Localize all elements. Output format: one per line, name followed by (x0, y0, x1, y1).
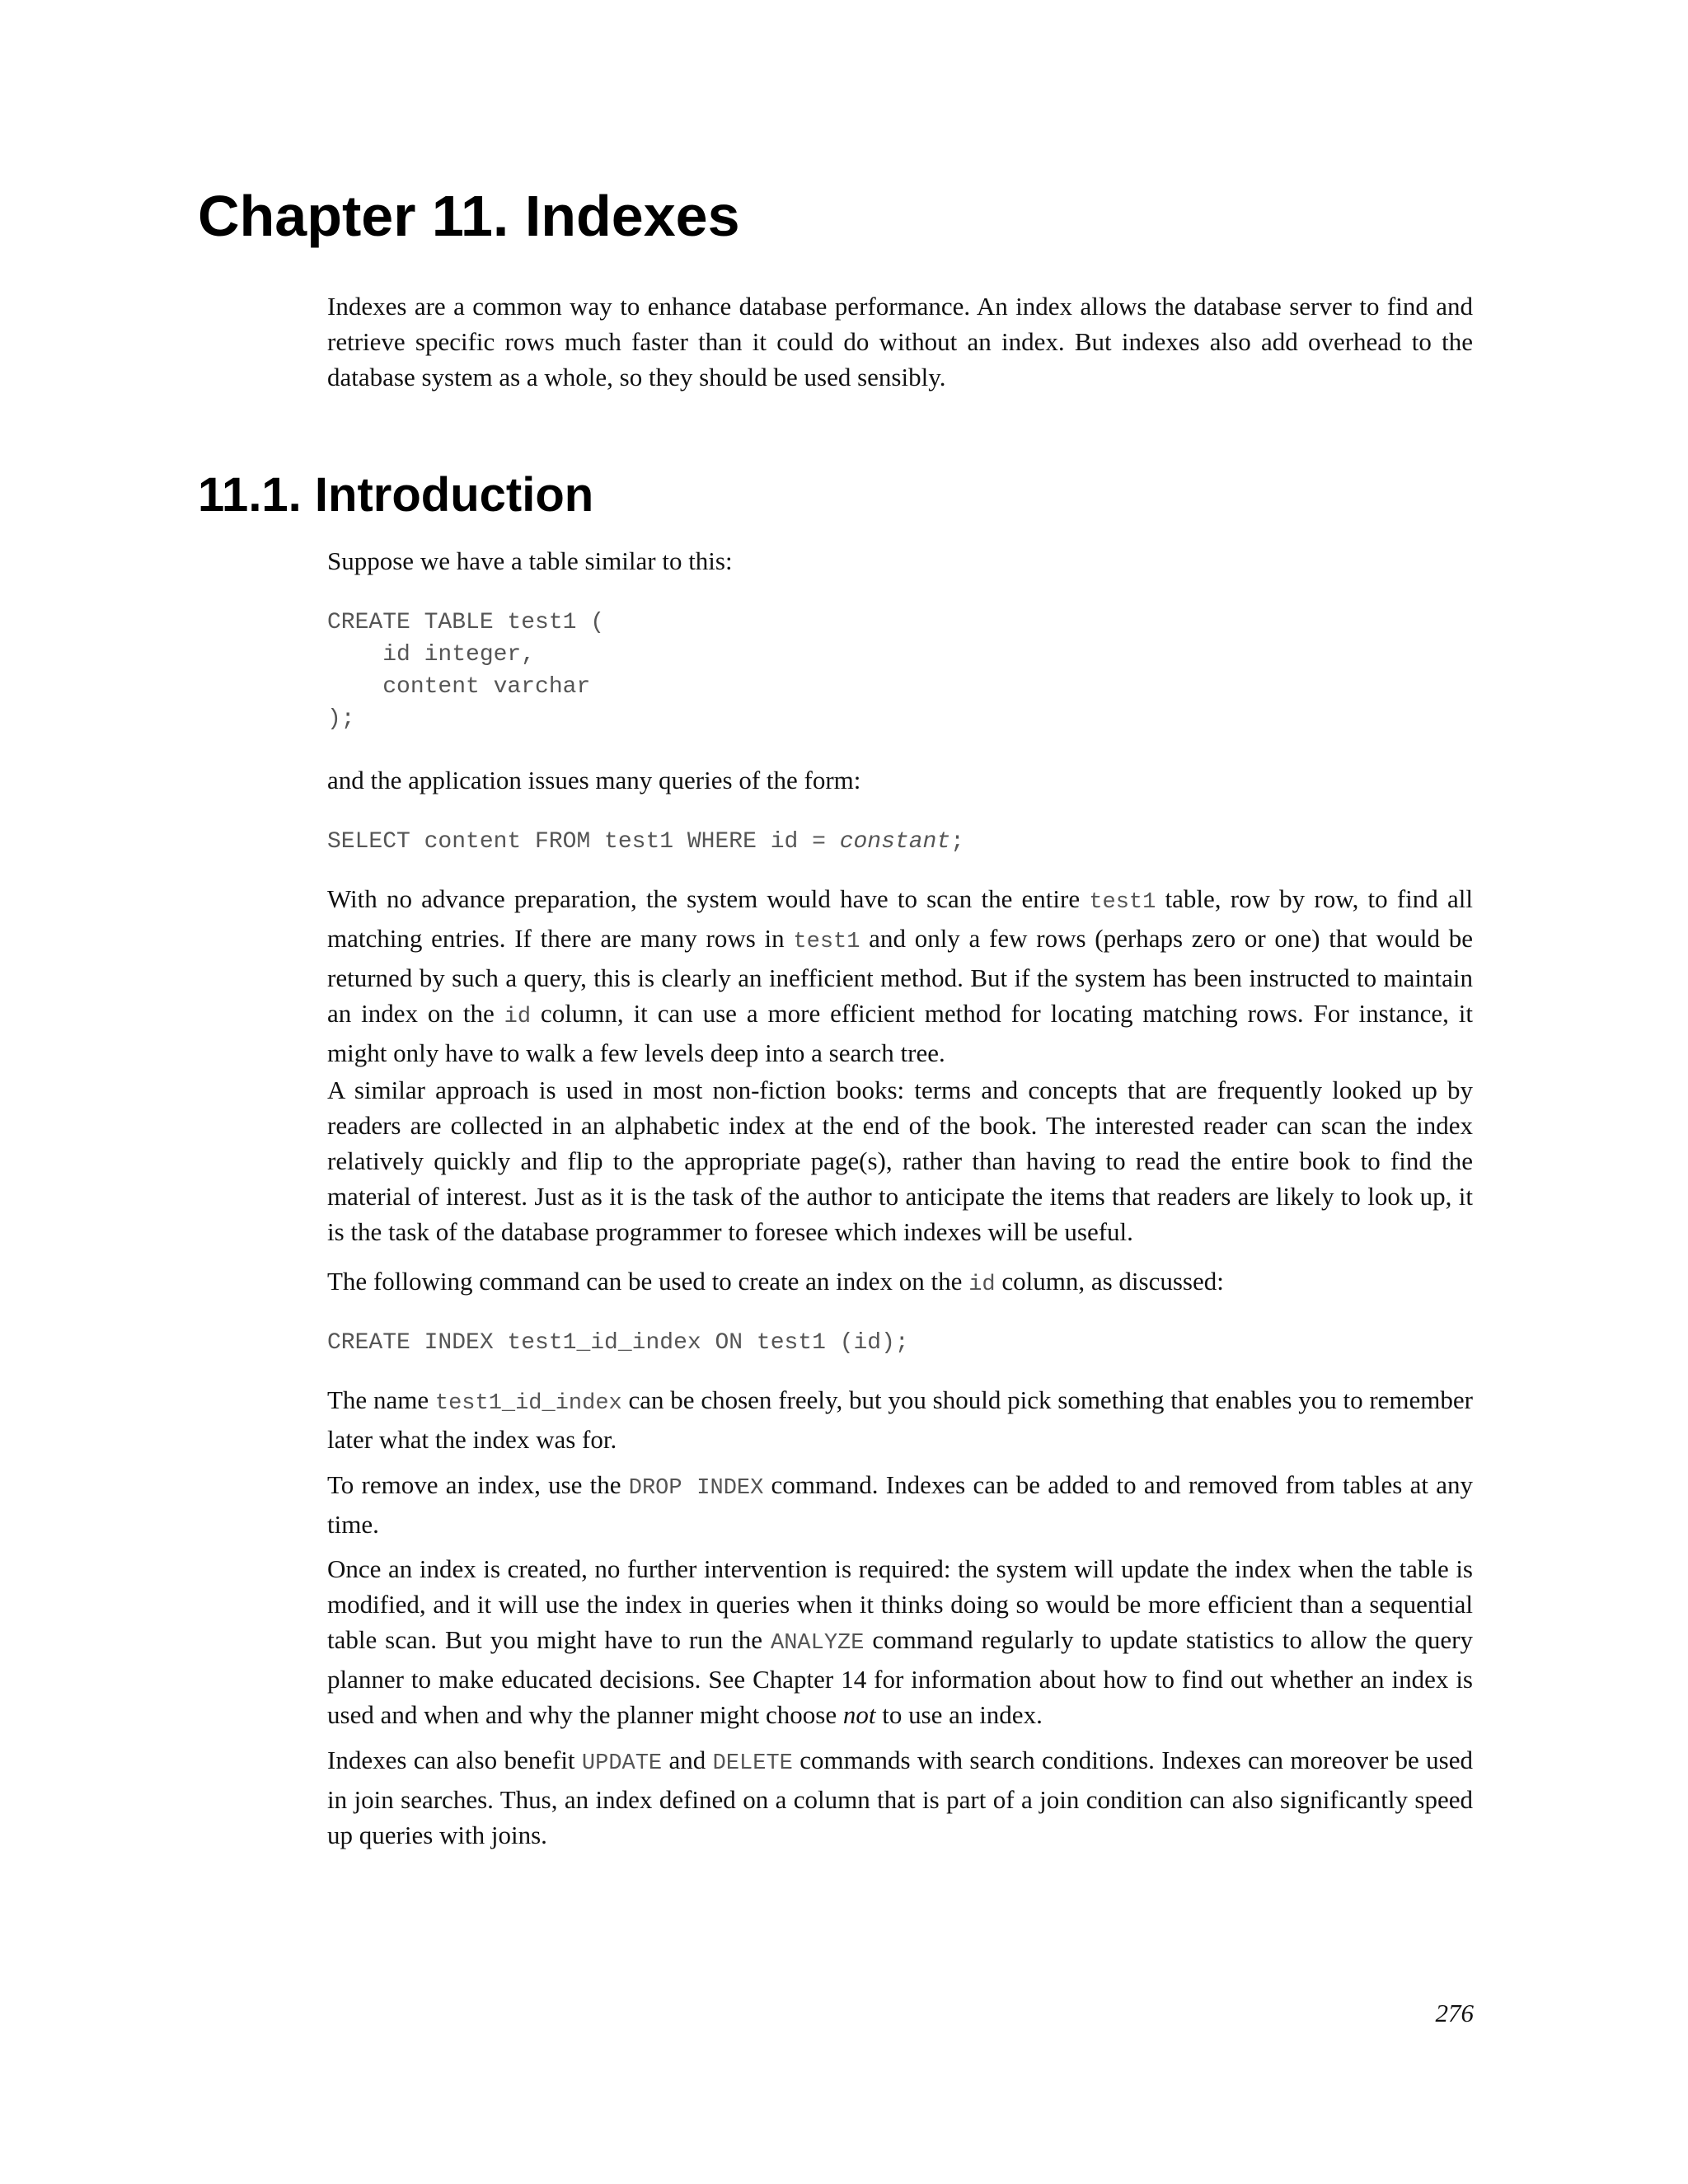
code-line: ); (327, 706, 355, 732)
inline-code: DROP INDEX (628, 1476, 764, 1501)
section-paragraph-7-block (327, 1467, 1473, 1542)
section-paragraph-3 (327, 881, 1473, 1071)
section-paragraph-6 (327, 1382, 1473, 1457)
inline-code: id (968, 1272, 996, 1297)
text-run: table, row by row, to find all matching entries. If there are many rows in (327, 884, 1473, 953)
section-paragraph-2-block (327, 762, 1473, 798)
intro-paragraph-block (327, 288, 1473, 395)
code-text: SELECT content FROM test1 WHERE id = (327, 829, 840, 855)
section-paragraph-8 (327, 1551, 1473, 1732)
text-run: With no advance preparation, the system would have to scan the entire (327, 884, 1090, 913)
section-paragraph-5 (327, 1263, 1473, 1303)
text-run: commands with search conditions. Indexes can moreover be used in join searches. Thus, an index defined on a column that is part of a join condition can also significantly speed up queries with joins. (327, 1746, 1473, 1849)
section-paragraph-3-block (327, 881, 1473, 1071)
text-run: command. Indexes can be added to and removed from tables at any time. (327, 1470, 1473, 1539)
code-placeholder: constant (839, 829, 951, 855)
page-number: 276 (1435, 1999, 1474, 2027)
text-run: can be chosen freely, but you should pick something that enables you to remember later what the index was for. (327, 1385, 1474, 1454)
text-run: and only a few rows (perhaps zero or one) that would be returned by such a query, this is clearly an inefficient method. But if the system has been instructed to maintain an index on the (327, 924, 1473, 1028)
section-paragraph-1: Suppose we have a table similar to this: (327, 546, 733, 575)
code-block-select (327, 826, 964, 858)
inline-code: test1 (1089, 890, 1156, 915)
code-line: id integer, (327, 642, 536, 668)
emphasis: not (842, 1700, 876, 1729)
text-run: Indexes can also benefit (327, 1746, 582, 1774)
code-block-create-index: CREATE INDEX test1_id_index ON test1 (id); (327, 1330, 909, 1356)
inline-code: UPDATE (581, 1751, 663, 1776)
text-run: The name (327, 1385, 435, 1414)
section-title: 11.1. Introduction (198, 468, 594, 522)
section-paragraph-4: A similar approach is used in most non-fiction books: terms and concepts that are frequently looked up by readers are collected in an alphabetic index at the end of the book. The interested reader can scan the index relatively quickly and flip to the appropriate page(s), rather than having to read the entire book to find the material of interest. Just as it is the task of the author to anticipate the items that readers are likely to look up, it is the task of the database programmer to foresee which indexes will be useful. (327, 1076, 1473, 1246)
section-paragraph-1-block (327, 543, 1473, 579)
section-paragraph-4-block (327, 1072, 1473, 1249)
code-text: ; (950, 829, 964, 855)
inline-code: DELETE (712, 1751, 793, 1776)
inline-code: test1_id_index (434, 1391, 622, 1416)
code-block-create-table (327, 607, 604, 735)
text-run: column, as discussed: (995, 1267, 1224, 1296)
inline-code: test1 (793, 930, 860, 954)
text-run: column, it can use a more efficient method for locating matching rows. For instance, it might only have to walk a few levels deep into a search tree. (327, 999, 1473, 1067)
inline-code: id (504, 1005, 532, 1029)
text-run: Once an index is created, no further intervention is required: the system will update the index when the table is modified, and it will use the index in queries when it thinks doing so would be more efficient than a sequential table scan. But you might have to run the (327, 1554, 1473, 1654)
section-paragraph-9 (327, 1742, 1473, 1853)
section-paragraph-6-block (327, 1382, 1473, 1457)
section-paragraph-2: and the application issues many queries of the form: (327, 766, 861, 794)
code-line: content varchar (327, 674, 591, 700)
inline-code: ANALYZE (771, 1631, 865, 1656)
section-paragraph-7 (327, 1467, 1473, 1542)
section-paragraph-9-block (327, 1742, 1473, 1853)
code-line: CREATE TABLE test1 ( (327, 610, 605, 635)
intro-paragraph: Indexes are a common way to enhance database performance. An index allows the database server to find and retrieve specific rows much faster than it could do without an index. But indexes also add overhead to the database system as a whole, so they should be used sensibly. (327, 292, 1473, 391)
text-run: The following command can be used to create an index on the (327, 1267, 969, 1296)
text-run: command regularly to update statistics to allow the query planner to make educated decisions. See Chapter 14 for information about how to find out whether an index is used and when and why the planner might choose (327, 1625, 1474, 1729)
chapter-title: Chapter 11. Indexes (198, 184, 740, 248)
text-run: and (662, 1746, 713, 1774)
section-paragraph-8-block (327, 1551, 1473, 1732)
text-run: to use an index. (875, 1700, 1043, 1729)
section-paragraph-5-block (327, 1263, 1473, 1303)
text-run: To remove an index, use the (327, 1470, 629, 1499)
